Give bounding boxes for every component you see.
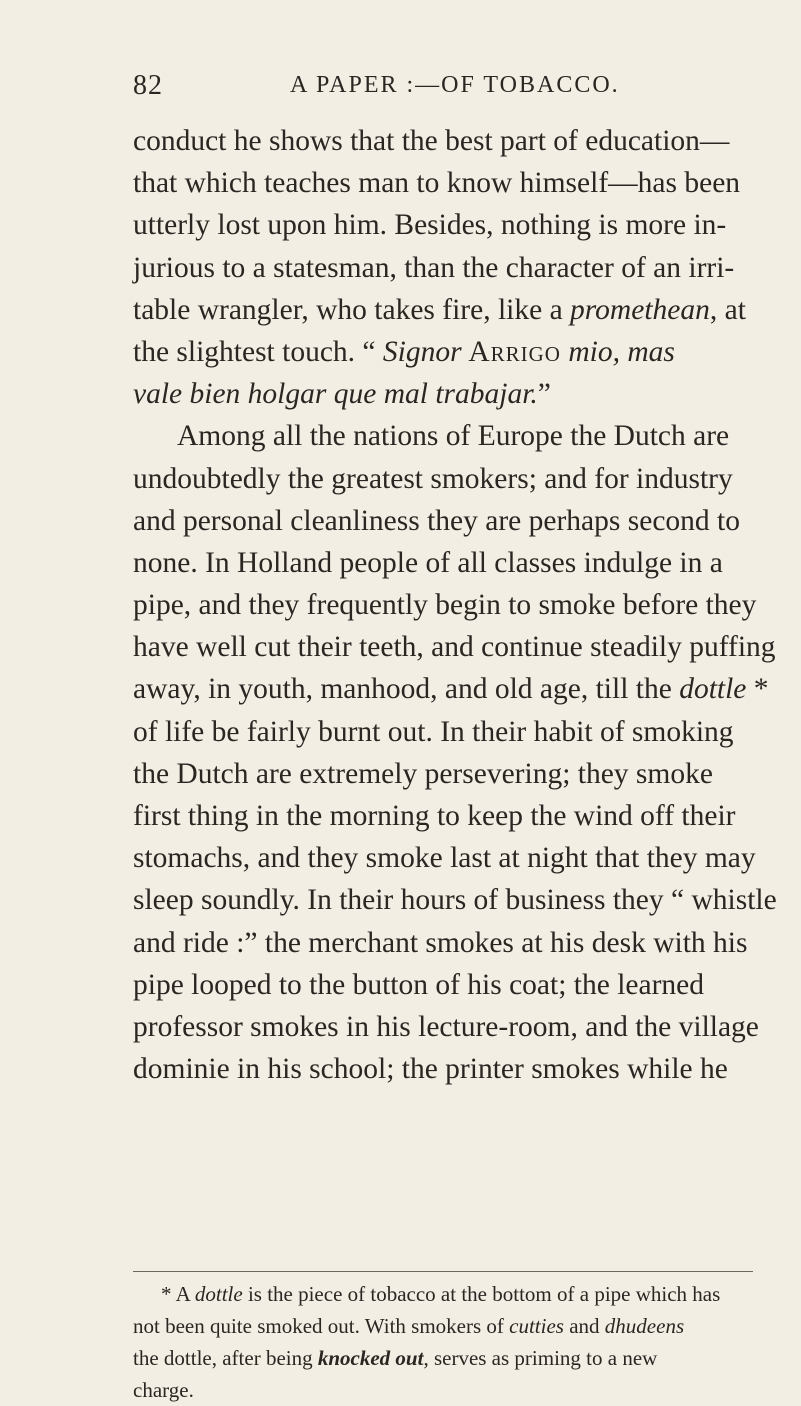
text-line bbox=[133, 668, 769, 710]
text-line: utterly lost upon him. Besides, nothing is more in- bbox=[133, 209, 727, 242]
text-line: jurious to a statesman, than the character of an irri- bbox=[133, 251, 735, 284]
text-line: conduct he shows that the best part of education— bbox=[133, 125, 730, 157]
text-line: undoubtedly the greatest smokers; and for industry bbox=[133, 462, 733, 495]
text-line: that which teaches man to know himself—has been bbox=[133, 167, 741, 200]
text-line: pipe, and they frequently begin to smoke before they bbox=[133, 589, 757, 622]
italic-word: promethean bbox=[570, 293, 710, 326]
text-span: table wrangler, who takes fire, like a bbox=[133, 293, 571, 326]
text-span: the slightest touch. “ bbox=[133, 335, 383, 368]
text-line: of life be fairly burnt out. In their habit of smoking bbox=[133, 715, 734, 748]
running-head: A PAPER :—OF TOBACCO. bbox=[290, 72, 620, 98]
text-line: sleep soundly. In their hours of business they “ whistle bbox=[133, 884, 777, 917]
italic-bold-phrase: knocked out bbox=[317, 1346, 424, 1370]
italic-quote: vale bien holgar que mal trabajar. bbox=[133, 378, 538, 411]
italic-word: mio, mas bbox=[560, 335, 675, 368]
footnote-line bbox=[133, 1342, 758, 1374]
text-line: the Dutch are extremely persevering; they smoke bbox=[133, 757, 713, 790]
text-line bbox=[133, 331, 755, 373]
text-line bbox=[133, 373, 755, 415]
footnote-line bbox=[133, 1310, 758, 1342]
text-span: * A bbox=[161, 1282, 195, 1306]
text-span: ” bbox=[537, 378, 551, 411]
text-line: dominie in his school; the printer smokes while he bbox=[133, 1053, 728, 1086]
italic-word: dottle bbox=[194, 1282, 243, 1306]
small-caps-name: Arrigo bbox=[461, 335, 561, 368]
text-line: and personal cleanliness they are perhaps second to bbox=[133, 504, 740, 537]
footnote-line bbox=[133, 1278, 758, 1310]
text-line: professor smokes in his lecture-room, and the village bbox=[133, 1010, 759, 1043]
text-line: first thing in the morning to keep the wind off their bbox=[133, 800, 736, 832]
body-text bbox=[133, 120, 777, 1090]
text-span: away, in youth, manhood, and old age, till the bbox=[133, 673, 680, 706]
footnote-marker: * bbox=[746, 673, 769, 706]
text-span: , at bbox=[709, 293, 746, 326]
text-span: is the piece of tobacco at the bottom of a pipe which has bbox=[242, 1282, 721, 1306]
text-line: none. In Holland people of all classes indulge in a bbox=[133, 546, 723, 579]
italic-word: Signor bbox=[382, 335, 462, 368]
italic-word: cutties bbox=[509, 1314, 564, 1338]
text-span: , serves as priming to a new bbox=[423, 1346, 658, 1370]
text-line: stomachs, and they smoke last at night that they may bbox=[133, 842, 756, 875]
text-span: the dottle, after being bbox=[133, 1346, 318, 1370]
text-line: pipe looped to the button of his coat; the learned bbox=[133, 968, 705, 1001]
italic-word: dhudeens bbox=[604, 1314, 685, 1338]
footnote bbox=[133, 1278, 758, 1406]
text-span: not been quite smoked out. With smokers of bbox=[133, 1314, 510, 1338]
text-line bbox=[133, 289, 755, 331]
text-line: have well cut their teeth, and continue steadily puffing bbox=[133, 631, 776, 664]
text-line: and ride :” the merchant smokes at his desk with his bbox=[133, 926, 748, 959]
text-span: and bbox=[563, 1314, 605, 1338]
footnote-line: charge. bbox=[133, 1378, 194, 1402]
page-header bbox=[133, 66, 733, 110]
footnote-divider bbox=[133, 1271, 753, 1272]
italic-word: dottle bbox=[679, 673, 747, 706]
page-number: 82 bbox=[133, 70, 163, 101]
paragraph-start-line: Among all the nations of Europe the Dutch are bbox=[177, 420, 730, 453]
